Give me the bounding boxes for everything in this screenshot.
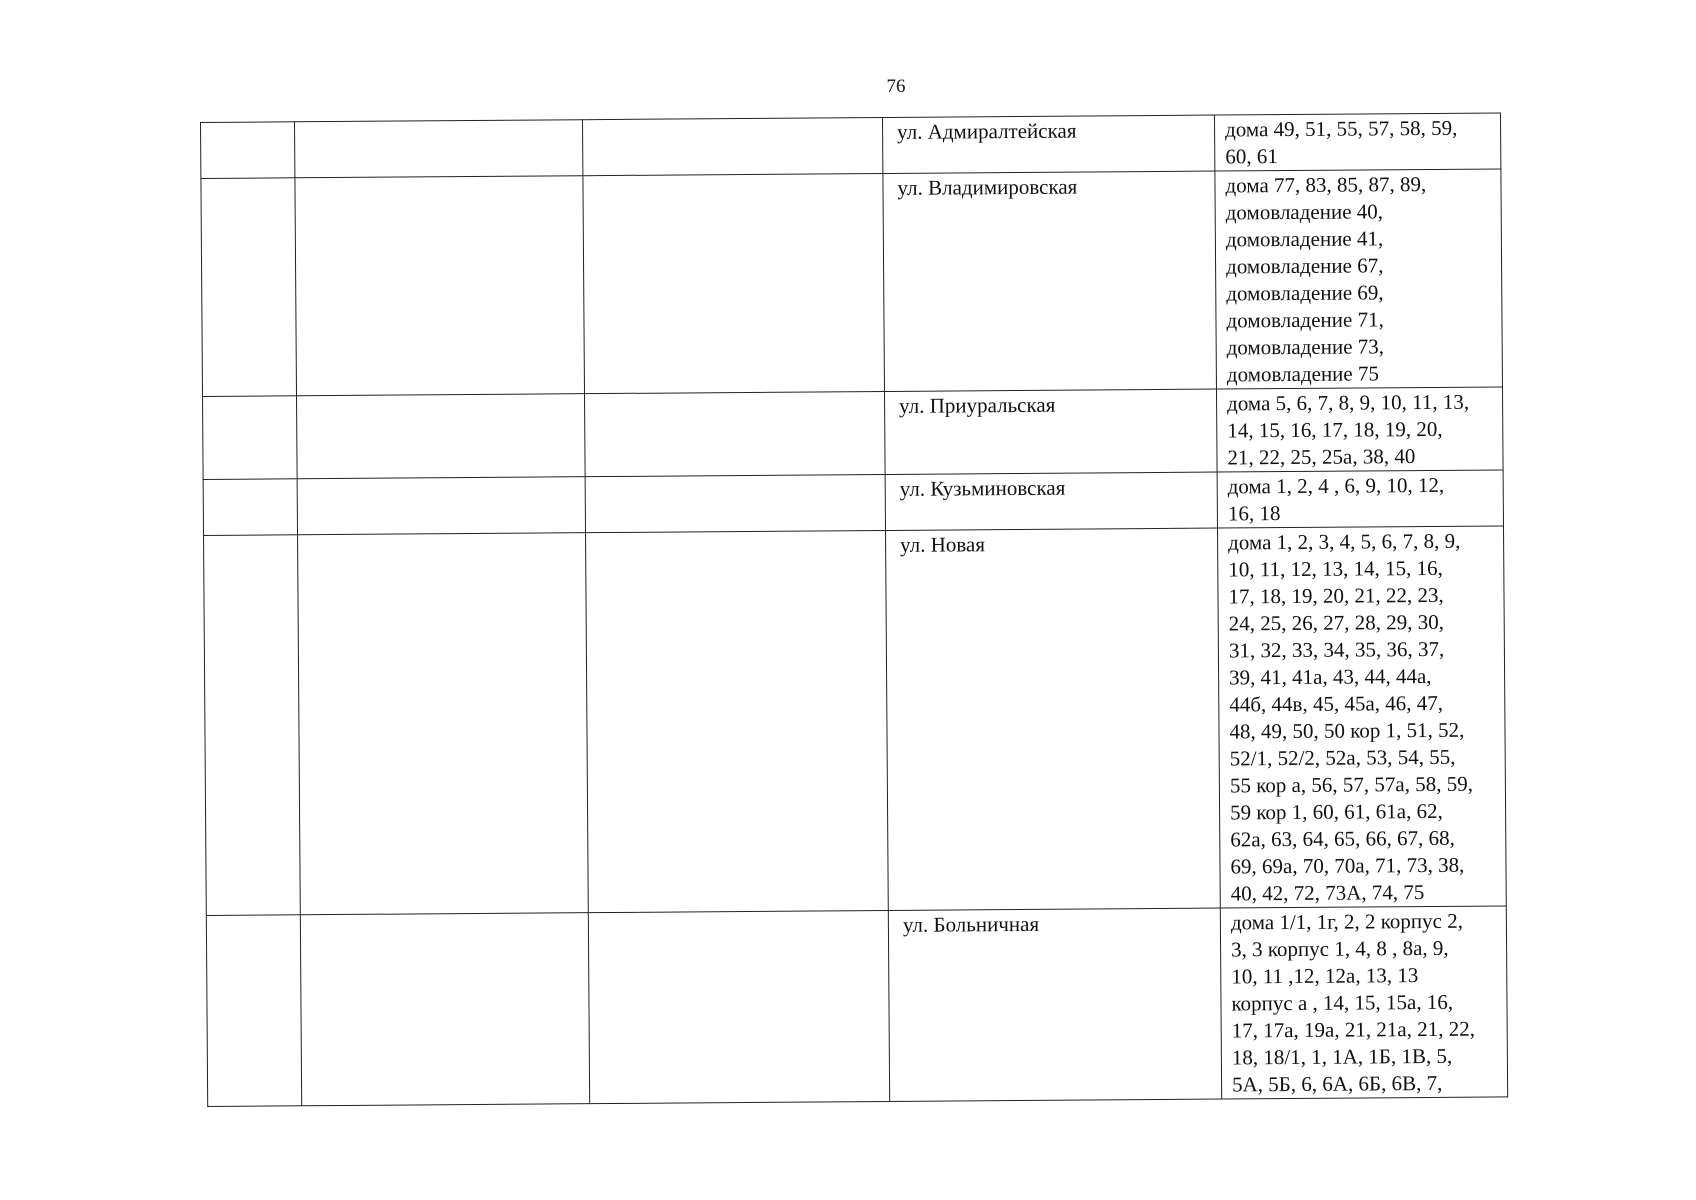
empty-cell: [585, 391, 886, 476]
table-row: [203, 470, 1503, 536]
house-numbers-line: 21, 22, 25, 25а, 38, 40: [1227, 444, 1416, 470]
house-numbers-line: 48, 49, 50, 50 кор 1, 51, 52,: [1229, 717, 1465, 744]
house-numbers-line: 3, 3 корпус 1, 4, 8 , 8а, 9,: [1231, 935, 1449, 962]
house-numbers-line: 59 кор 1, 60, 61, 61а, 62,: [1230, 798, 1443, 825]
house-numbers-line: домовладение 69,: [1226, 280, 1384, 306]
empty-cell: [201, 178, 297, 397]
house-numbers-line: 44б, 44в, 45, 45а, 46, 47,: [1229, 690, 1444, 717]
house-numbers-line: 18, 18/1, 1, 1А, 1Б, 1В, 5,: [1231, 1043, 1453, 1070]
empty-cell: [206, 915, 301, 1107]
house-numbers-line: домовладение 67,: [1225, 253, 1384, 279]
house-numbers-line: 52/1, 52/2, 52а, 53, 54, 55,: [1229, 744, 1456, 771]
empty-cell: [297, 394, 586, 479]
table-row: [204, 526, 1507, 916]
house-numbers-line: 39, 41, 41а, 43, 44, 44а,: [1229, 663, 1432, 690]
empty-cell: [586, 530, 889, 912]
empty-cell: [201, 122, 295, 179]
house-numbers-line: домовладение 41,: [1225, 226, 1384, 252]
house-numbers-cell: [1214, 113, 1500, 171]
house-numbers-cell: [1218, 526, 1507, 908]
house-numbers-line: 69, 69а, 70, 70а, 71, 73, 38,: [1230, 852, 1465, 879]
empty-cell: [583, 173, 885, 393]
empty-cell: [300, 913, 589, 1106]
house-numbers-line: 10, 11, 12, 13, 14, 15, 16,: [1228, 555, 1443, 582]
house-numbers-line: 17, 18, 19, 20, 21, 22, 23,: [1228, 582, 1444, 609]
street-name-cell: [882, 115, 1214, 173]
house-numbers-line: 60, 61: [1225, 144, 1278, 169]
empty-cell: [297, 477, 585, 535]
house-numbers-cell: [1220, 906, 1507, 1099]
house-numbers-line: домовладение 40,: [1225, 199, 1384, 225]
house-numbers-cell: [1215, 169, 1503, 389]
house-numbers-line: 24, 25, 26, 27, 28, 29, 30,: [1228, 609, 1445, 636]
house-numbers-line: 31, 32, 33, 34, 35, 36, 37,: [1228, 636, 1445, 663]
house-numbers-cell: [1217, 470, 1503, 528]
house-numbers-line: корпус а , 14, 15, 15а, 16,: [1231, 989, 1454, 1016]
house-numbers-line: 10, 11 ,12, 12а, 13, 13: [1231, 963, 1419, 989]
table-row: [201, 113, 1501, 179]
table-row: [203, 387, 1504, 480]
empty-cell: [582, 117, 882, 175]
street-name: ул. Больничная: [902, 911, 1040, 937]
house-numbers-line: домовладение 71,: [1226, 307, 1384, 333]
house-numbers-line: дома 1, 2, 3, 4, 5, 6, 7, 8, 9,: [1228, 528, 1461, 555]
street-name: ул. Приуральская: [899, 392, 1056, 418]
street-name-cell: [888, 908, 1221, 1101]
empty-cell: [204, 535, 301, 916]
street-name: ул. Владимировская: [897, 174, 1078, 200]
page-number: 76: [886, 76, 906, 97]
empty-cell: [588, 910, 889, 1103]
house-numbers-line: дома 5, 6, 7, 8, 9, 10, 11, 13,: [1227, 389, 1470, 416]
house-numbers-line: 14, 15, 16, 17, 18, 19, 20,: [1227, 416, 1443, 443]
house-numbers-line: дома 1, 2, 4 , 6, 9, 10, 12,: [1227, 472, 1445, 499]
house-numbers-line: 5А, 5Б, 6, 6А, 6Б, 6В, 7,: [1231, 1070, 1443, 1097]
street-name: ул. Кузьминовская: [899, 475, 1066, 501]
street-name: ул. Адмиралтейская: [897, 118, 1077, 144]
house-numbers-line: дома 1/1, 1г, 2, 2 корпус 2,: [1230, 908, 1464, 935]
empty-cell: [295, 176, 585, 396]
empty-cell: [298, 533, 589, 915]
table-row: [201, 169, 1503, 397]
house-numbers-line: домовладение 73,: [1226, 334, 1385, 360]
house-numbers-line: 16, 18: [1227, 501, 1281, 526]
house-numbers-line: 55 кор а, 56, 57, 57а, 58, 59,: [1229, 771, 1474, 798]
street-name-cell: [886, 528, 1221, 910]
street-name: ул. Новая: [900, 532, 986, 557]
empty-cell: [585, 474, 885, 532]
house-numbers-line: 62а, 63, 64, 65, 66, 67, 68,: [1230, 825, 1455, 852]
street-name-cell: [883, 171, 1217, 391]
empty-cell: [295, 120, 583, 178]
house-numbers-line: дома 77, 83, 85, 87, 89,: [1225, 172, 1427, 198]
street-name-cell: [884, 389, 1217, 474]
street-name-cell: [885, 472, 1217, 530]
empty-cell: [203, 396, 298, 480]
table-row: [206, 906, 1507, 1107]
house-numbers-cell: [1216, 387, 1503, 472]
house-numbers-line: дома 49, 51, 55, 57, 58, 59,: [1224, 115, 1458, 142]
empty-cell: [203, 479, 297, 536]
house-numbers-line: 40, 42, 72, 73А, 74, 75: [1230, 880, 1425, 906]
house-numbers-line: 17, 17а, 19а, 21, 21а, 21, 22,: [1231, 1016, 1475, 1043]
house-numbers-line: домовладение 75: [1226, 361, 1380, 387]
address-table: [200, 112, 1508, 1107]
